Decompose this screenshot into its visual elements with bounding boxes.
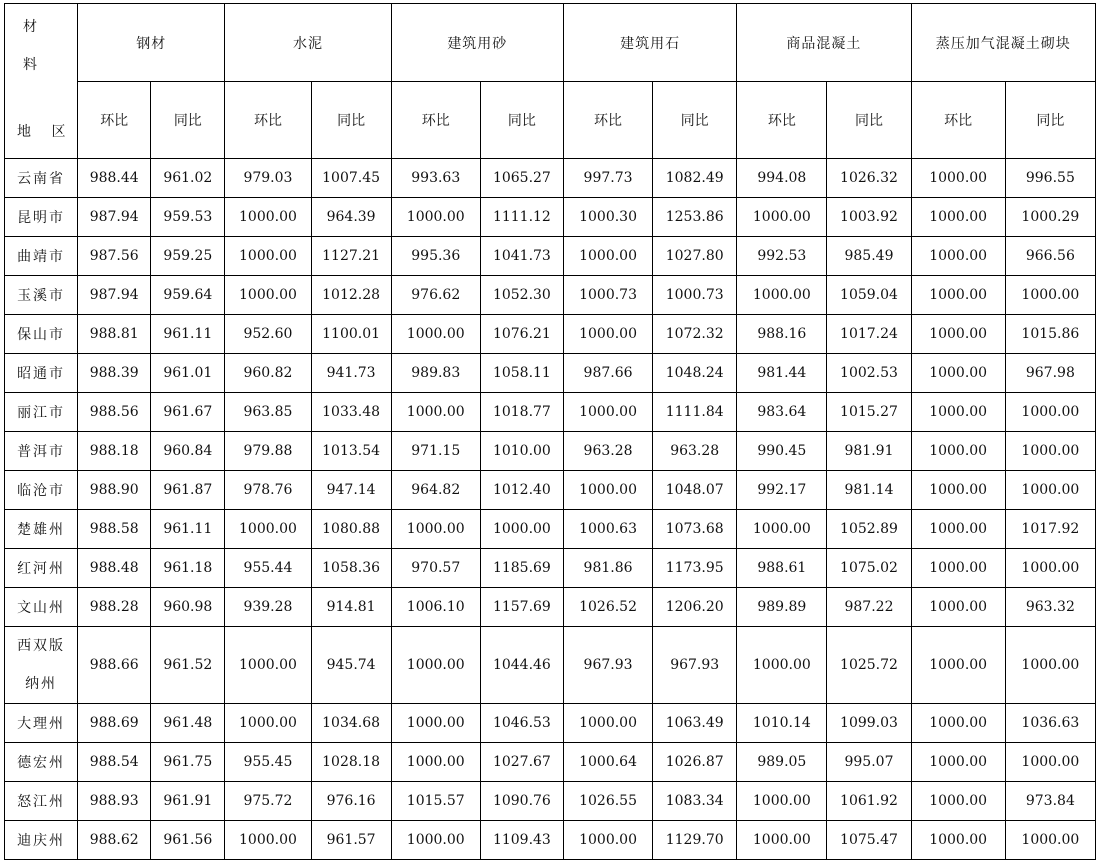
- header-row-comparisons: [5, 82, 1096, 159]
- yoy-value-cell: 1048.07: [653, 471, 737, 510]
- yoy-value-cell: 961.11: [151, 315, 225, 354]
- yoy-value-cell: 1111.12: [480, 198, 563, 237]
- material-header-stone: 建筑用石: [563, 4, 736, 82]
- yoy-value-cell: 995.07: [827, 743, 911, 782]
- yoy-value-cell: 981.14: [827, 471, 911, 510]
- yoy-value-cell: 1059.04: [827, 276, 911, 315]
- yoy-header: 同比: [827, 82, 911, 159]
- yoy-value-cell: 1012.40: [480, 471, 563, 510]
- mom-value-cell: 1000.00: [225, 821, 311, 860]
- mom-value-cell: 1000.00: [911, 704, 1005, 743]
- mom-value-cell: 988.90: [78, 471, 151, 510]
- material-header-cement: 水泥: [225, 4, 391, 82]
- yoy-value-cell: 1010.00: [480, 432, 563, 471]
- yoy-header: 同比: [311, 82, 391, 159]
- table-row: [5, 276, 1096, 315]
- mom-value-cell: 994.08: [737, 159, 827, 198]
- mom-header: 环比: [737, 82, 827, 159]
- yoy-value-cell: 1058.11: [480, 354, 563, 393]
- material-header-aerated-block: 蒸压加气混凝土砌块: [911, 4, 1095, 82]
- table-row: [5, 237, 1096, 276]
- mom-value-cell: 1000.00: [737, 821, 827, 860]
- yoy-value-cell: 1027.67: [480, 743, 563, 782]
- mom-header: 环比: [225, 82, 311, 159]
- yoy-value-cell: 945.74: [311, 627, 391, 704]
- yoy-value-cell: 1080.88: [311, 510, 391, 549]
- table-body: [5, 159, 1096, 860]
- yoy-value-cell: 1082.49: [653, 159, 737, 198]
- mom-value-cell: 1000.30: [563, 198, 652, 237]
- yoy-value-cell: 1046.53: [480, 704, 563, 743]
- mom-value-cell: 1000.00: [737, 782, 827, 821]
- yoy-value-cell: 1090.76: [480, 782, 563, 821]
- yoy-value-cell: 981.91: [827, 432, 911, 471]
- yoy-value-cell: 960.98: [151, 588, 225, 627]
- yoy-value-cell: 1034.68: [311, 704, 391, 743]
- material-header-concrete: 商品混凝土: [737, 4, 911, 82]
- mom-value-cell: 1000.00: [391, 704, 480, 743]
- header-row-materials: [5, 4, 1096, 82]
- yoy-value-cell: 1000.00: [1005, 743, 1095, 782]
- mom-value-cell: 1000.00: [563, 821, 652, 860]
- mom-value-cell: 992.53: [737, 237, 827, 276]
- yoy-value-cell: 1028.18: [311, 743, 391, 782]
- yoy-value-cell: 1012.28: [311, 276, 391, 315]
- mom-header: 环比: [911, 82, 1005, 159]
- yoy-value-cell: 1185.69: [480, 549, 563, 588]
- yoy-value-cell: 1015.86: [1005, 315, 1095, 354]
- mom-value-cell: 1000.00: [391, 743, 480, 782]
- yoy-value-cell: 941.73: [311, 354, 391, 393]
- region-cell: 昭通市: [5, 354, 78, 393]
- yoy-value-cell: 1000.00: [1005, 627, 1095, 704]
- mom-value-cell: 1000.00: [563, 704, 652, 743]
- mom-value-cell: 1000.00: [911, 588, 1005, 627]
- mom-value-cell: 987.66: [563, 354, 652, 393]
- material-header-steel: 钢材: [78, 4, 225, 82]
- yoy-value-cell: 961.11: [151, 510, 225, 549]
- table-row: [5, 627, 1096, 704]
- mom-value-cell: 1000.00: [911, 432, 1005, 471]
- table-row: [5, 588, 1096, 627]
- mom-value-cell: 988.39: [78, 354, 151, 393]
- mom-value-cell: 963.85: [225, 393, 311, 432]
- mom-value-cell: 1000.00: [225, 237, 311, 276]
- yoy-value-cell: 1033.48: [311, 393, 391, 432]
- region-cell: 玉溪市: [5, 276, 78, 315]
- yoy-value-cell: 1083.34: [653, 782, 737, 821]
- mom-value-cell: 955.45: [225, 743, 311, 782]
- mom-value-cell: 967.93: [563, 627, 652, 704]
- yoy-value-cell: 985.49: [827, 237, 911, 276]
- region-label-line: 纳州: [25, 676, 58, 692]
- yoy-value-cell: 1111.84: [653, 393, 737, 432]
- yoy-value-cell: 1000.00: [1005, 393, 1095, 432]
- table-row: [5, 354, 1096, 393]
- mom-value-cell: 1000.00: [225, 276, 311, 315]
- table-row: [5, 782, 1096, 821]
- yoy-value-cell: 963.28: [653, 432, 737, 471]
- mom-value-cell: 993.63: [391, 159, 480, 198]
- yoy-value-cell: 1026.87: [653, 743, 737, 782]
- yoy-value-cell: 1052.30: [480, 276, 563, 315]
- mom-value-cell: 1000.00: [911, 471, 1005, 510]
- table-row: [5, 315, 1096, 354]
- yoy-value-cell: 1075.47: [827, 821, 911, 860]
- mom-value-cell: 1000.00: [737, 276, 827, 315]
- yoy-value-cell: 960.84: [151, 432, 225, 471]
- mom-value-cell: 1000.00: [391, 510, 480, 549]
- mom-value-cell: 1000.73: [563, 276, 652, 315]
- mom-value-cell: 988.56: [78, 393, 151, 432]
- mom-value-cell: 1000.00: [911, 354, 1005, 393]
- mom-value-cell: 1000.00: [911, 510, 1005, 549]
- mom-value-cell: 1000.00: [911, 782, 1005, 821]
- table-row: [5, 549, 1096, 588]
- mom-value-cell: 1000.00: [737, 510, 827, 549]
- price-index-table: [4, 3, 1096, 860]
- mom-value-cell: 1000.00: [225, 627, 311, 704]
- mom-value-cell: 975.72: [225, 782, 311, 821]
- yoy-value-cell: 1253.86: [653, 198, 737, 237]
- yoy-value-cell: 996.55: [1005, 159, 1095, 198]
- mom-value-cell: 1000.00: [391, 198, 480, 237]
- region-cell: 曲靖市: [5, 237, 78, 276]
- mom-value-cell: 988.81: [78, 315, 151, 354]
- mom-value-cell: 988.58: [78, 510, 151, 549]
- yoy-value-cell: 1076.21: [480, 315, 563, 354]
- yoy-value-cell: 961.67: [151, 393, 225, 432]
- yoy-value-cell: 1173.95: [653, 549, 737, 588]
- region-cell: 德宏州: [5, 743, 78, 782]
- mom-value-cell: 1000.00: [563, 237, 652, 276]
- mom-value-cell: 1026.55: [563, 782, 652, 821]
- mom-value-cell: 987.56: [78, 237, 151, 276]
- mom-value-cell: 987.94: [78, 276, 151, 315]
- table-row: [5, 432, 1096, 471]
- mom-value-cell: 939.28: [225, 588, 311, 627]
- yoy-header: 同比: [480, 82, 563, 159]
- mom-value-cell: 997.73: [563, 159, 652, 198]
- yoy-value-cell: 961.52: [151, 627, 225, 704]
- mom-header: 环比: [563, 82, 652, 159]
- mom-value-cell: 979.88: [225, 432, 311, 471]
- table-row: [5, 471, 1096, 510]
- mom-value-cell: 1000.00: [225, 510, 311, 549]
- table-header: [5, 4, 1096, 159]
- mom-value-cell: 988.66: [78, 627, 151, 704]
- mom-value-cell: 988.61: [737, 549, 827, 588]
- region-cell: 文山州: [5, 588, 78, 627]
- yoy-value-cell: 1075.02: [827, 549, 911, 588]
- mom-value-cell: 989.89: [737, 588, 827, 627]
- mom-value-cell: 1000.00: [563, 393, 652, 432]
- yoy-value-cell: 1129.70: [653, 821, 737, 860]
- yoy-value-cell: 1003.92: [827, 198, 911, 237]
- mom-header: 环比: [78, 82, 151, 159]
- yoy-value-cell: 1206.20: [653, 588, 737, 627]
- yoy-value-cell: 961.87: [151, 471, 225, 510]
- region-cell: 普洱市: [5, 432, 78, 471]
- table-row: [5, 821, 1096, 860]
- yoy-value-cell: 961.75: [151, 743, 225, 782]
- mom-value-cell: 1000.63: [563, 510, 652, 549]
- mom-value-cell: 1000.64: [563, 743, 652, 782]
- mom-value-cell: 988.16: [737, 315, 827, 354]
- mom-value-cell: 1010.14: [737, 704, 827, 743]
- yoy-value-cell: 1044.46: [480, 627, 563, 704]
- yoy-value-cell: 976.16: [311, 782, 391, 821]
- yoy-value-cell: 959.53: [151, 198, 225, 237]
- table-row: [5, 704, 1096, 743]
- mom-value-cell: 1000.00: [911, 315, 1005, 354]
- yoy-value-cell: 914.81: [311, 588, 391, 627]
- mom-value-cell: 1000.00: [563, 471, 652, 510]
- mom-value-cell: 988.62: [78, 821, 151, 860]
- yoy-value-cell: 959.64: [151, 276, 225, 315]
- mom-value-cell: 1000.00: [911, 627, 1005, 704]
- region-cell: 红河州: [5, 549, 78, 588]
- yoy-value-cell: 1073.68: [653, 510, 737, 549]
- corner-region-label: 地 区: [17, 124, 74, 140]
- yoy-value-cell: 1063.49: [653, 704, 737, 743]
- yoy-value-cell: 1000.00: [480, 510, 563, 549]
- mom-value-cell: 979.03: [225, 159, 311, 198]
- mom-value-cell: 1026.52: [563, 588, 652, 627]
- mom-value-cell: 995.36: [391, 237, 480, 276]
- yoy-value-cell: 1072.32: [653, 315, 737, 354]
- yoy-value-cell: 1000.00: [1005, 276, 1095, 315]
- mom-value-cell: 983.64: [737, 393, 827, 432]
- mom-value-cell: 988.93: [78, 782, 151, 821]
- yoy-value-cell: 1002.53: [827, 354, 911, 393]
- region-cell: 昆明市: [5, 198, 78, 237]
- yoy-header: 同比: [1005, 82, 1095, 159]
- yoy-header: 同比: [151, 82, 225, 159]
- yoy-value-cell: 1007.45: [311, 159, 391, 198]
- yoy-value-cell: 967.98: [1005, 354, 1095, 393]
- mom-value-cell: 988.54: [78, 743, 151, 782]
- yoy-value-cell: 961.02: [151, 159, 225, 198]
- mom-value-cell: 1000.00: [911, 276, 1005, 315]
- mom-value-cell: 1015.57: [391, 782, 480, 821]
- yoy-value-cell: 1100.01: [311, 315, 391, 354]
- yoy-value-cell: 1000.00: [1005, 432, 1095, 471]
- material-header-sand: 建筑用砂: [391, 4, 563, 82]
- mom-value-cell: 988.44: [78, 159, 151, 198]
- mom-value-cell: 1000.00: [737, 198, 827, 237]
- yoy-value-cell: 961.57: [311, 821, 391, 860]
- mom-value-cell: 988.28: [78, 588, 151, 627]
- region-cell: 丽江市: [5, 393, 78, 432]
- yoy-value-cell: 963.32: [1005, 588, 1095, 627]
- yoy-value-cell: 966.56: [1005, 237, 1095, 276]
- yoy-value-cell: 1013.54: [311, 432, 391, 471]
- mom-value-cell: 1000.00: [391, 627, 480, 704]
- mom-value-cell: 1006.10: [391, 588, 480, 627]
- yoy-value-cell: 1041.73: [480, 237, 563, 276]
- yoy-value-cell: 1026.32: [827, 159, 911, 198]
- yoy-value-cell: 1000.00: [1005, 821, 1095, 860]
- mom-value-cell: 1000.00: [911, 549, 1005, 588]
- mom-value-cell: 1000.00: [391, 315, 480, 354]
- mom-value-cell: 989.83: [391, 354, 480, 393]
- yoy-value-cell: 973.84: [1005, 782, 1095, 821]
- yoy-value-cell: 1099.03: [827, 704, 911, 743]
- mom-value-cell: 970.57: [391, 549, 480, 588]
- yoy-value-cell: 1058.36: [311, 549, 391, 588]
- mom-value-cell: 988.69: [78, 704, 151, 743]
- table-row: [5, 198, 1096, 237]
- region-cell: 临沧市: [5, 471, 78, 510]
- mom-value-cell: 1000.00: [911, 393, 1005, 432]
- region-cell: 云南省: [5, 159, 78, 198]
- mom-value-cell: 1000.00: [911, 198, 1005, 237]
- table-row: [5, 393, 1096, 432]
- yoy-value-cell: 1018.77: [480, 393, 563, 432]
- mom-value-cell: 1000.00: [225, 198, 311, 237]
- yoy-value-cell: 987.22: [827, 588, 911, 627]
- mom-value-cell: 992.17: [737, 471, 827, 510]
- mom-value-cell: 987.94: [78, 198, 151, 237]
- mom-value-cell: 976.62: [391, 276, 480, 315]
- yoy-value-cell: 1052.89: [827, 510, 911, 549]
- mom-value-cell: 988.18: [78, 432, 151, 471]
- yoy-value-cell: 1000.00: [1005, 549, 1095, 588]
- mom-value-cell: 981.86: [563, 549, 652, 588]
- yoy-value-cell: 1000.00: [1005, 471, 1095, 510]
- corner-material-label: 材 料: [23, 19, 37, 73]
- mom-value-cell: 971.15: [391, 432, 480, 471]
- mom-value-cell: 989.05: [737, 743, 827, 782]
- mom-value-cell: 1000.00: [391, 821, 480, 860]
- yoy-value-cell: 967.93: [653, 627, 737, 704]
- table-row: [5, 159, 1096, 198]
- mom-value-cell: 1000.00: [911, 743, 1005, 782]
- region-cell: 迪庆州: [5, 821, 78, 860]
- mom-value-cell: 1000.00: [391, 393, 480, 432]
- yoy-value-cell: 1065.27: [480, 159, 563, 198]
- table-row: [5, 510, 1096, 549]
- region-cell: [5, 627, 78, 704]
- mom-value-cell: 990.45: [737, 432, 827, 471]
- yoy-value-cell: 1017.24: [827, 315, 911, 354]
- mom-value-cell: 1000.00: [225, 704, 311, 743]
- yoy-value-cell: 1017.92: [1005, 510, 1095, 549]
- mom-value-cell: 1000.00: [911, 237, 1005, 276]
- yoy-value-cell: 1109.43: [480, 821, 563, 860]
- mom-value-cell: 964.82: [391, 471, 480, 510]
- yoy-value-cell: 961.18: [151, 549, 225, 588]
- region-label-line: 西双版: [17, 638, 66, 654]
- yoy-value-cell: 959.25: [151, 237, 225, 276]
- mom-value-cell: 955.44: [225, 549, 311, 588]
- yoy-value-cell: 1015.27: [827, 393, 911, 432]
- mom-value-cell: 978.76: [225, 471, 311, 510]
- region-cell: 保山市: [5, 315, 78, 354]
- yoy-value-cell: 1036.63: [1005, 704, 1095, 743]
- yoy-value-cell: 1025.72: [827, 627, 911, 704]
- yoy-value-cell: 1127.21: [311, 237, 391, 276]
- mom-value-cell: 1000.00: [563, 315, 652, 354]
- table-row: [5, 743, 1096, 782]
- yoy-value-cell: 961.01: [151, 354, 225, 393]
- yoy-value-cell: 1000.73: [653, 276, 737, 315]
- yoy-value-cell: 961.56: [151, 821, 225, 860]
- mom-value-cell: 952.60: [225, 315, 311, 354]
- yoy-value-cell: 1000.29: [1005, 198, 1095, 237]
- mom-value-cell: 963.28: [563, 432, 652, 471]
- yoy-value-cell: 1157.69: [480, 588, 563, 627]
- yoy-value-cell: 961.48: [151, 704, 225, 743]
- mom-value-cell: 960.82: [225, 354, 311, 393]
- yoy-value-cell: 961.91: [151, 782, 225, 821]
- mom-value-cell: 1000.00: [911, 159, 1005, 198]
- yoy-value-cell: 947.14: [311, 471, 391, 510]
- yoy-value-cell: 1048.24: [653, 354, 737, 393]
- corner-cell: [5, 4, 78, 159]
- mom-value-cell: 988.48: [78, 549, 151, 588]
- yoy-value-cell: 1061.92: [827, 782, 911, 821]
- region-cell: 楚雄州: [5, 510, 78, 549]
- yoy-header: 同比: [653, 82, 737, 159]
- yoy-value-cell: 964.39: [311, 198, 391, 237]
- region-cell: 大理州: [5, 704, 78, 743]
- mom-header: 环比: [391, 82, 480, 159]
- region-cell: 怒江州: [5, 782, 78, 821]
- yoy-value-cell: 1027.80: [653, 237, 737, 276]
- mom-value-cell: 1000.00: [911, 821, 1005, 860]
- mom-value-cell: 1000.00: [737, 627, 827, 704]
- mom-value-cell: 981.44: [737, 354, 827, 393]
